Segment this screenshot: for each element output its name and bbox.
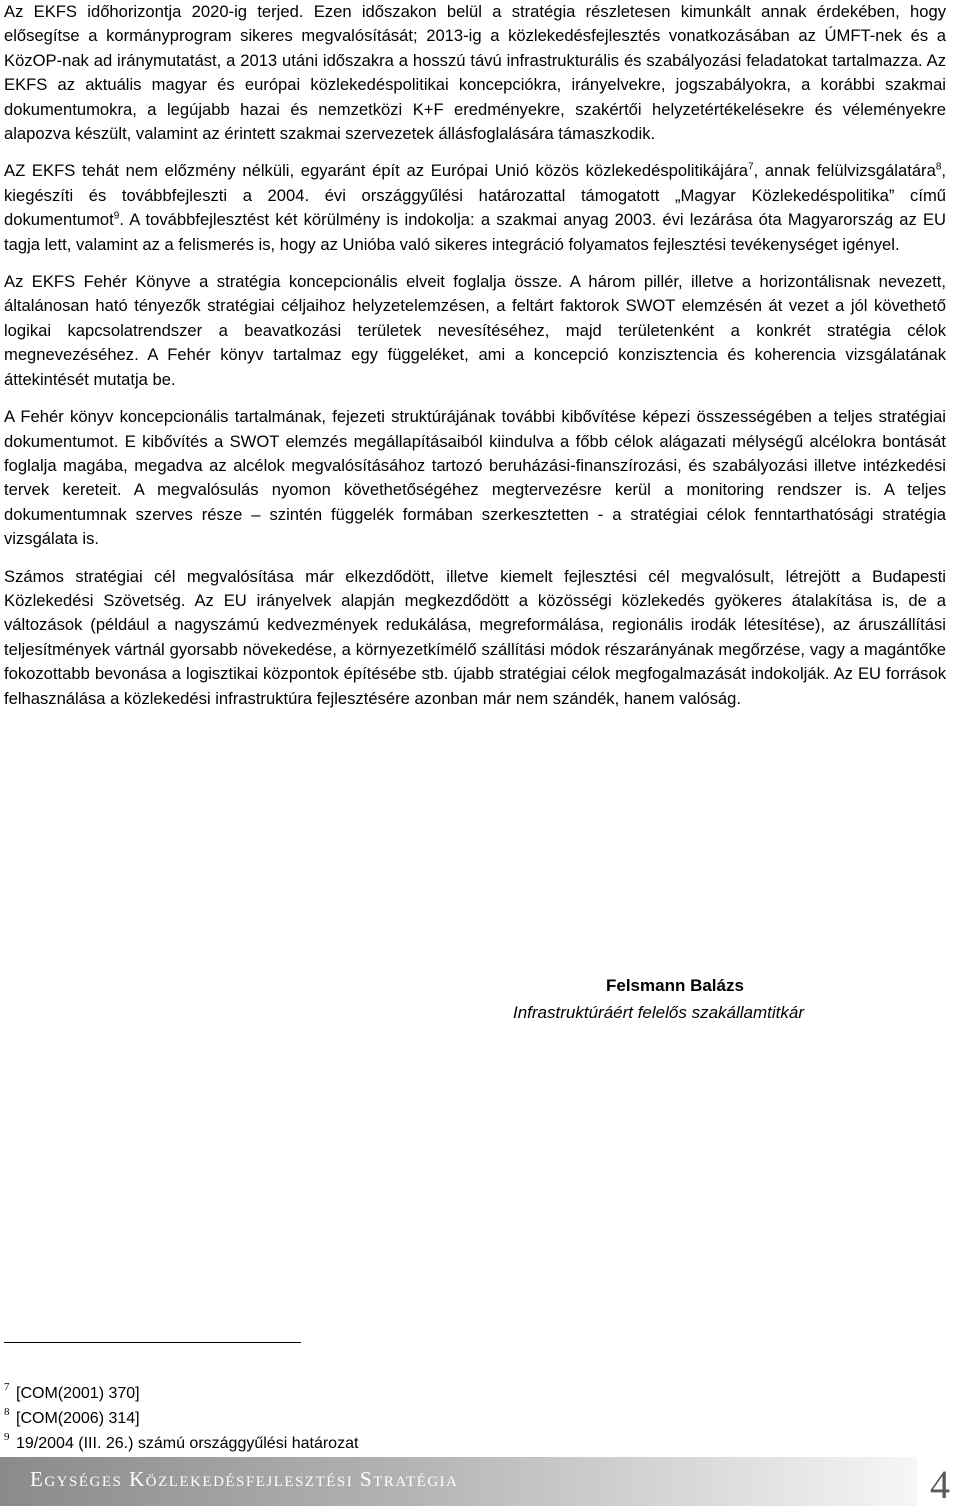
- footnote-text: [COM(2006) 314]: [16, 1410, 140, 1427]
- signature-block: [0, 974, 942, 1028]
- footnote-number: 9: [4, 1431, 10, 1443]
- signatory-name: Felsmann Balázs: [606, 976, 744, 995]
- footnote-divider: [4, 1342, 301, 1343]
- paragraph-timeframe: Az EKFS időhorizontja 2020-ig terjed. Ezen időszakon belül a stratégia részletesen kimunkált annak érdekében, hogy elősegítse a kormányprogram sikeres megvalósítását; 2013-ig a közlekedésfejlesztés vonatkozásában az ÚMFT-nek és a KözOP-nak ad iránymutatást, a 2013 utáni időszakra a hosszú távú infrastrukturális és szabályozási feladatokat tartalmazza. Az EKFS az aktuális magyar és európai közlekedéspolitikai koncepciókra, irányelvekre, jogszabályokra, a korábbi szakmai dokumentumokra, a legújabb hazai és nemzetközi K+F eredményekre, szakértői helyzetértékelésekre és véleményekre alapozva készült, valamint az érintett szakmai szervezetek állásfoglalására támaszkodik.: [4, 2, 946, 144]
- footnote-ref-9: 9: [113, 210, 120, 222]
- paragraph-foundations: [4, 159, 946, 257]
- footnote-text: 19/2004 (III. 26.) számú országgyűlési határozat: [16, 1435, 359, 1452]
- footnote-ref-8: 8: [935, 161, 942, 173]
- paragraph-text: . A továbbfejlesztést két körülmény is indokolja: a szakmai anyag 2003. évi lezárása óta Magyarország az EU tagja lett, valamint az a felismerés is, hogy az Unióba való sikeres integráció folyamatos fejlesztési tevékenységet igényel.: [4, 210, 946, 254]
- paragraph-extension: A Fehér könyv koncepcionális tartalmának, fejezeti struktúrájának további kibővítése képezi összességében a teljes stratégiai dokumentumot. E kibővítés a SWOT elemzés megállapításaiból kiindulva a főbb célok alágazati mélységű alcélokra bontását foglalja magába, megadva az alcélok megvalósításához tartozó beruházási-finanszírozási, és szabályozási illetve intézkedési tervek kereteit. A megvalósulás nyomon követhetőségéhez megtervezésre kerül a monitoring rendszer is. A teljes dokumentumnak szerves része – szintén függelék formában szerkesztetten - a stratégiai célok fenntarthatósági stratégia vizsgálata is.: [4, 407, 946, 549]
- footer-banner: [0, 1457, 917, 1506]
- footnote-9: [4, 1431, 358, 1456]
- document-body: [4, 0, 946, 724]
- footnote-7: [4, 1381, 358, 1406]
- footnotes: [4, 1381, 358, 1456]
- footnote-ref-7: 7: [747, 161, 754, 173]
- signatory-title: Infrastruktúráért felelős szakállamtitkár: [513, 1003, 804, 1022]
- paragraph-goals: Számos stratégiai cél megvalósítása már elkezdődött, illetve kiemelt fejlesztési cél megvalósult, létrejött a Budapesti Közlekedési Szövetség. Az EU irányelvek alapján megkezdődött a közösségi közlekedés gyökeres átalakítása is, de a változások (például a nagyszámú kedvezmények redukálása, megreformálása, regionális irodák létesítése), az áruszállítási teljesítmények vártnál gyorsabb növekedése, a környezetkímélő szállítási módok részarányának megőrzése, vagy a magántőke fokozottabb bevonása a logisztikai központok építésébe stb. újabb stratégiai célok megfogalmazását indokolják. Az EU források felhasználása a közlekedési infrastruktúra fejlesztésére azonban már nem szándék, hanem valóság.: [4, 566, 946, 708]
- footer-title: Egységes Közlekedésfejlesztési Stratégia: [30, 1467, 459, 1491]
- footnote-number: 8: [4, 1406, 10, 1418]
- paragraph-white-paper: Az EKFS Fehér Könyve a stratégia koncepcionális elveit foglalja össze. A három pillér, illetve a horizontálisnak nevezett, általánosan ható tényezők stratégiai céljaihoz helyzetelemzésen, a feltárt faktorok SWOT elemzésén át vezet a jól követhető logikai kapcsolatrendszer a beavatkozási területek nevesítéséhez, majd területenként a konkrét stratégia célok megnevezéséhez. A Fehér könyv tartalmaz egy függeléket, ami a koncepció konzisztencia és koherencia vizsgálatának áttekintését mutatja be.: [4, 272, 946, 389]
- paragraph-text: AZ EKFS tehát nem előzmény nélküli, egyaránt épít az Európai Unió közös közlekedéspolitikájára: [4, 161, 748, 181]
- footnote-text: [COM(2001) 370]: [16, 1385, 140, 1402]
- footnote-8: [4, 1406, 358, 1431]
- paragraph-text: , kiegészíti és továbbfejleszti a 2004. évi országgyűlési határozattal támogatott „Magyar Közlekedéspolitika” című dokumentumot: [4, 161, 947, 230]
- page-footer: [0, 1457, 960, 1512]
- paragraph-text: , annak felülvizsgálatára: [753, 161, 936, 181]
- footnote-number: 7: [4, 1381, 10, 1393]
- page-number: 4: [930, 1462, 950, 1507]
